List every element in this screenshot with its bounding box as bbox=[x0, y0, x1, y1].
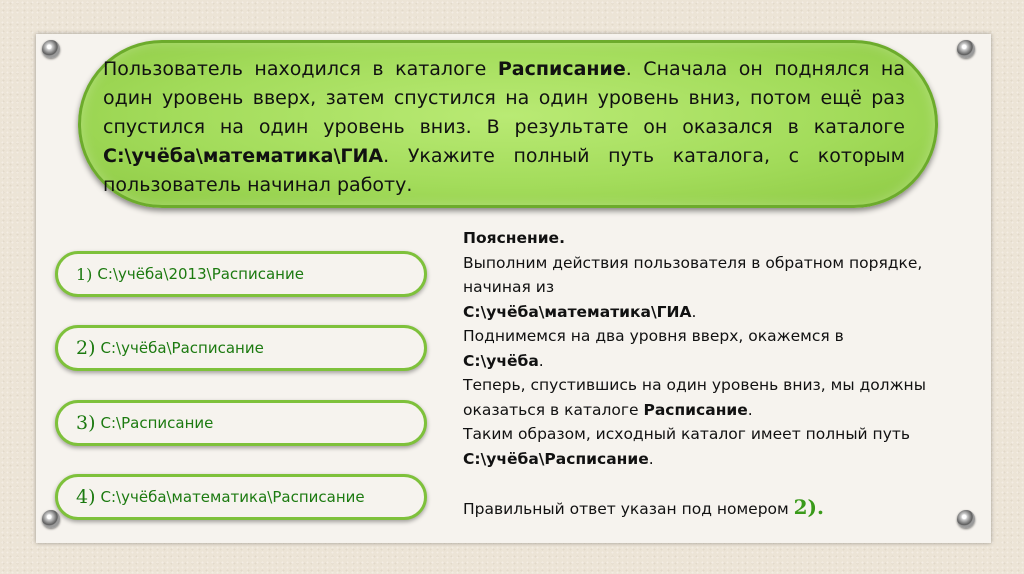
rivet-icon bbox=[42, 40, 60, 58]
option-number: 3) bbox=[76, 412, 96, 434]
explanation-path: С:\учёба\математика\ГИА bbox=[463, 302, 692, 321]
option-number: 1) bbox=[76, 264, 93, 284]
question-box bbox=[78, 40, 938, 208]
explanation-line: Поднимемся на два уровня вверх, окажемся в bbox=[463, 327, 844, 345]
question-text: Пользователь находился в каталоге bbox=[103, 58, 498, 80]
explanation-line: Выполним действия пользователя в обратном порядке, bbox=[463, 253, 923, 272]
answer-option-3[interactable] bbox=[55, 400, 427, 446]
explanation-line: Таким образом, исходный каталог имеет полный путь bbox=[463, 425, 911, 443]
explanation-folder-name: Расписание bbox=[643, 400, 748, 419]
option-text: С:\учёба\Расписание bbox=[100, 339, 264, 357]
answer-option-1[interactable] bbox=[55, 251, 427, 297]
explanation-line bbox=[463, 300, 983, 325]
explanation-text: оказаться в каталоге bbox=[463, 400, 644, 419]
question-text: . Укажите полный путь каталога, с которым пользователь начинал работу. bbox=[103, 145, 905, 196]
rivet-icon bbox=[957, 40, 975, 58]
explanation-punct: . bbox=[747, 400, 753, 419]
question-folder-name: Расписание bbox=[497, 58, 626, 80]
answer-option-4[interactable] bbox=[55, 474, 427, 520]
option-text: С:\учёба\2013\Расписание bbox=[97, 265, 304, 283]
question-result-path: С:\учёба\математика\ГИА bbox=[103, 145, 384, 167]
explanation-punct: . bbox=[538, 351, 544, 370]
option-text: С:\Расписание bbox=[100, 414, 214, 432]
explanation-heading: Пояснение. bbox=[463, 229, 565, 247]
answer-number: 2). bbox=[793, 495, 824, 519]
option-number: 2) bbox=[76, 337, 96, 359]
explanation-punct: . bbox=[648, 449, 654, 468]
explanation-path: С:\учёба bbox=[463, 351, 539, 370]
explanation-punct: . bbox=[691, 302, 697, 321]
question-text: . Сначала он поднялся на один уровень вверх, затем спустился на один уровень вниз, потом ещё раз спустился на один уровень вниз. В результате он оказался в каталоге bbox=[103, 58, 905, 138]
answer-line bbox=[463, 495, 983, 522]
option-number: 4) bbox=[76, 486, 96, 508]
explanation-line: начиная из bbox=[463, 278, 555, 296]
explanation-line: Теперь, спустившись на один уровень вниз, мы должны bbox=[463, 376, 926, 394]
option-text: С:\учёба\математика\Расписание bbox=[100, 488, 365, 506]
explanation-line bbox=[463, 349, 983, 374]
explanation-block bbox=[463, 226, 983, 522]
explanation-line bbox=[463, 398, 983, 423]
answer-text: Правильный ответ указан под номером bbox=[463, 500, 794, 518]
explanation-line bbox=[463, 447, 983, 472]
answer-option-2[interactable] bbox=[55, 325, 427, 371]
explanation-path: С:\учёба\Расписание bbox=[463, 449, 649, 468]
rivet-icon bbox=[42, 510, 60, 528]
